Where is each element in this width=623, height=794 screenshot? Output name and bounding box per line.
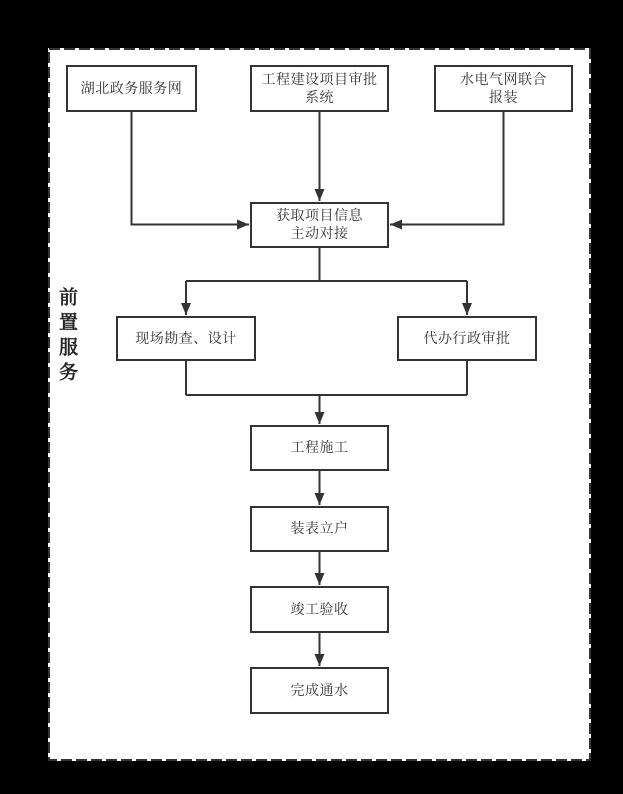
node-get-project-info <box>250 202 389 248</box>
node-label: 装表立户 <box>290 521 349 537</box>
node-label: 完成通水 <box>290 682 349 699</box>
connector-joint-install-to-get-info <box>390 112 504 225</box>
node-project-approval-system <box>250 65 389 112</box>
node-label: 现场勘查、设计 <box>135 330 237 347</box>
node-label-line1: 工程建设项目审批 <box>261 71 378 88</box>
side-label-pre-service: 前置服务 <box>56 287 78 387</box>
node-construction <box>250 425 389 471</box>
connector-hubei-to-get-info <box>132 112 250 225</box>
node-label: 湖北政务服务网 <box>80 80 183 97</box>
node-meter-installation <box>250 506 389 552</box>
node-site-survey-design <box>116 316 256 361</box>
node-label: 工程施工 <box>290 440 349 456</box>
node-label-line1: 水电气网联合 <box>460 71 547 88</box>
node-agency-admin-approval <box>397 316 537 361</box>
node-label-line2: 报装 <box>489 89 518 106</box>
node-label-line1: 获取项目信息 <box>276 208 363 224</box>
node-completion-acceptance <box>250 586 389 633</box>
node-label: 竣工验收 <box>290 601 349 618</box>
node-hubei-government-service <box>66 65 197 112</box>
node-water-supply-complete <box>250 667 389 714</box>
node-label-line2: 系统 <box>305 89 334 106</box>
node-label-line2: 主动对接 <box>290 226 349 242</box>
node-utility-joint-installation <box>434 65 573 112</box>
node-label: 代办行政审批 <box>423 330 511 347</box>
